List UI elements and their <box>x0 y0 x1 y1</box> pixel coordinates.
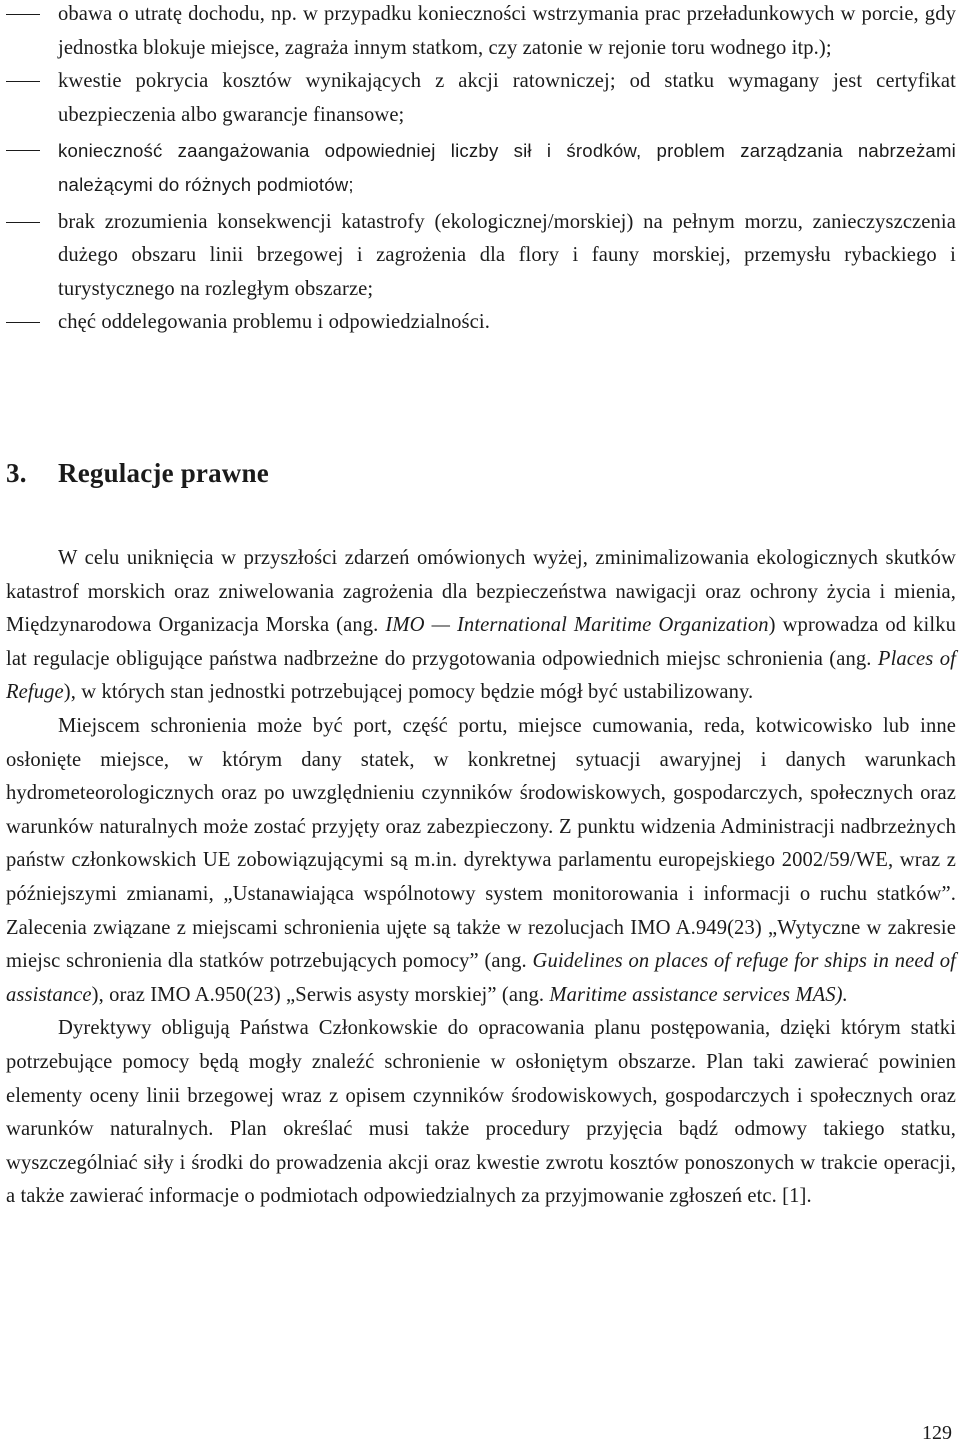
paragraph <box>6 710 956 1012</box>
list-item <box>6 206 956 307</box>
section-body <box>6 542 956 1214</box>
list-item-text: brak zrozumienia konsekwencji katastrofy (ekologicznej/morskiej) na pełnym morzu, zanieczyszczenia dużego obszaru linii brzegowej i zagrożenia dla flory i fauny morskiej, przemysłu rybackiego i turystycznego na rozległym obszarze; <box>58 210 956 300</box>
bullet-list <box>6 0 956 340</box>
italic-term: Guidelines on places of refuge for ships in need of assistance <box>6 950 956 1006</box>
dash-bullet-icon <box>6 322 40 323</box>
paragraph-text: ), oraz IMO A.950(23) „Serwis asysty morskiej” (ang. <box>91 983 550 1006</box>
list-item-text: obawa o utratę dochodu, np. w przypadku konieczności wstrzymania prac przeładunkowych w porcie, gdy jednostka blokuje miejsce, zagraża innym statkom, czy zatonie w rejonie toru wodnego itp.); <box>58 3 956 59</box>
dash-bullet-icon <box>6 81 40 82</box>
paragraph-text: ) wprowadza od kilku lat regulacje obligujące państwa nadbrzeżne do przygotowania odpowiednich miejsc schronienia (ang. <box>6 614 956 670</box>
list-item <box>6 65 956 132</box>
paragraph-text: W celu uniknięcia w przyszłości zdarzeń omówionych wyżej, zminimalizowania ekologicznych skutków katastrof morskich oraz zniwelowania zagrożenia dla bezpieczeństwa nawigacji oraz ochrony życia i mienia, Międzynarodowa Organizacja Morska (ang. <box>6 547 956 637</box>
list-item <box>6 306 956 340</box>
list-item-text: kwestie pokrycia kosztów wynikających z akcji ratowniczej; od statku wymagany jest certyfikat ubezpieczenia albo gwarancje finansowe; <box>58 70 956 126</box>
list-item <box>6 134 956 201</box>
paragraph-text: Dyrektywy obligują Państwa Członkowskie do opracowania planu postępowania, dzięki którym statki potrzebujące pomocy będą mogły znaleźć schronienie w osłoniętym obszarze. Plan taki zawierać powinien elementy oceny linii brzegowej wraz z opisem czynników środowiskowych, gospodarczych i społecznych oraz warunków naturalnych. Plan określać musi także procedury przyjęcia bądź odmowy takiego statku, wyszczególniać siły i środki do prowadzenia akcji oraz kwestie zwrotu kosztów ponoszonych w trakcie operacji, a także zawierać informacje o podmiotach odpowiedzialnych za przyjmowanie zgłoszeń etc. [1]. <box>6 1017 956 1208</box>
italic-term: Maritime assistance services MAS). <box>549 983 848 1006</box>
section-heading <box>6 458 269 489</box>
dash-bullet-icon <box>6 14 40 15</box>
page-number: 129 <box>922 1422 952 1444</box>
dash-bullet-icon <box>6 150 40 151</box>
italic-term: Places of Refuge <box>6 647 956 704</box>
dash-bullet-icon <box>6 222 40 223</box>
list-item-text: chęć oddelegowania problemu i odpowiedzialności. <box>58 311 490 334</box>
paragraph-text: ), w których stan jednostki potrzebującej pomocy będzie mógł być ustabilizowany. <box>63 681 754 704</box>
section-number: 3. <box>6 458 27 488</box>
list-item <box>6 0 956 65</box>
paragraph <box>6 1012 956 1214</box>
paragraph <box>6 542 956 710</box>
italic-term: IMO — International Maritime Organization <box>385 614 769 637</box>
section-title: Regulacje prawne <box>58 458 269 488</box>
paragraph-text: Miejscem schronienia może być port, część portu, miejsce cumowania, reda, kotwicowisko lub inne osłonięte miejsce, w którym dany statek, w konkretnej sytuacji awaryjnej i danych warunkach hydrometeorologicznych oraz po uwzględnieniu czynników środowiskowych, gospodarczych, społecznych oraz warunków naturalnych może zostać przyjęty oraz zabezpieczony. Z punktu widzenia Administracji nadbrzeżnych państw członkowskich UE zobowiązującymi są m.in. dyrektywa parlamentu europejskiego 2002/59/WE, wraz z późniejszymi zmianami, „Ustanawiająca wspólnotowy system monitorowania i informacji o ruchu statków”. Zalecenia związane z miejscami schronienia ujęte są także w rezolucjach IMO A.949(23) „Wytyczne w zakresie miejsc schronienia dla statków potrzebujących pomocy” (ang. <box>6 714 956 973</box>
list-item-text: konieczność zaangażowania odpowiedniej liczby sił i środków, problem zarządzania nabrzeżami należącymi do różnych podmiotów; <box>58 140 956 195</box>
